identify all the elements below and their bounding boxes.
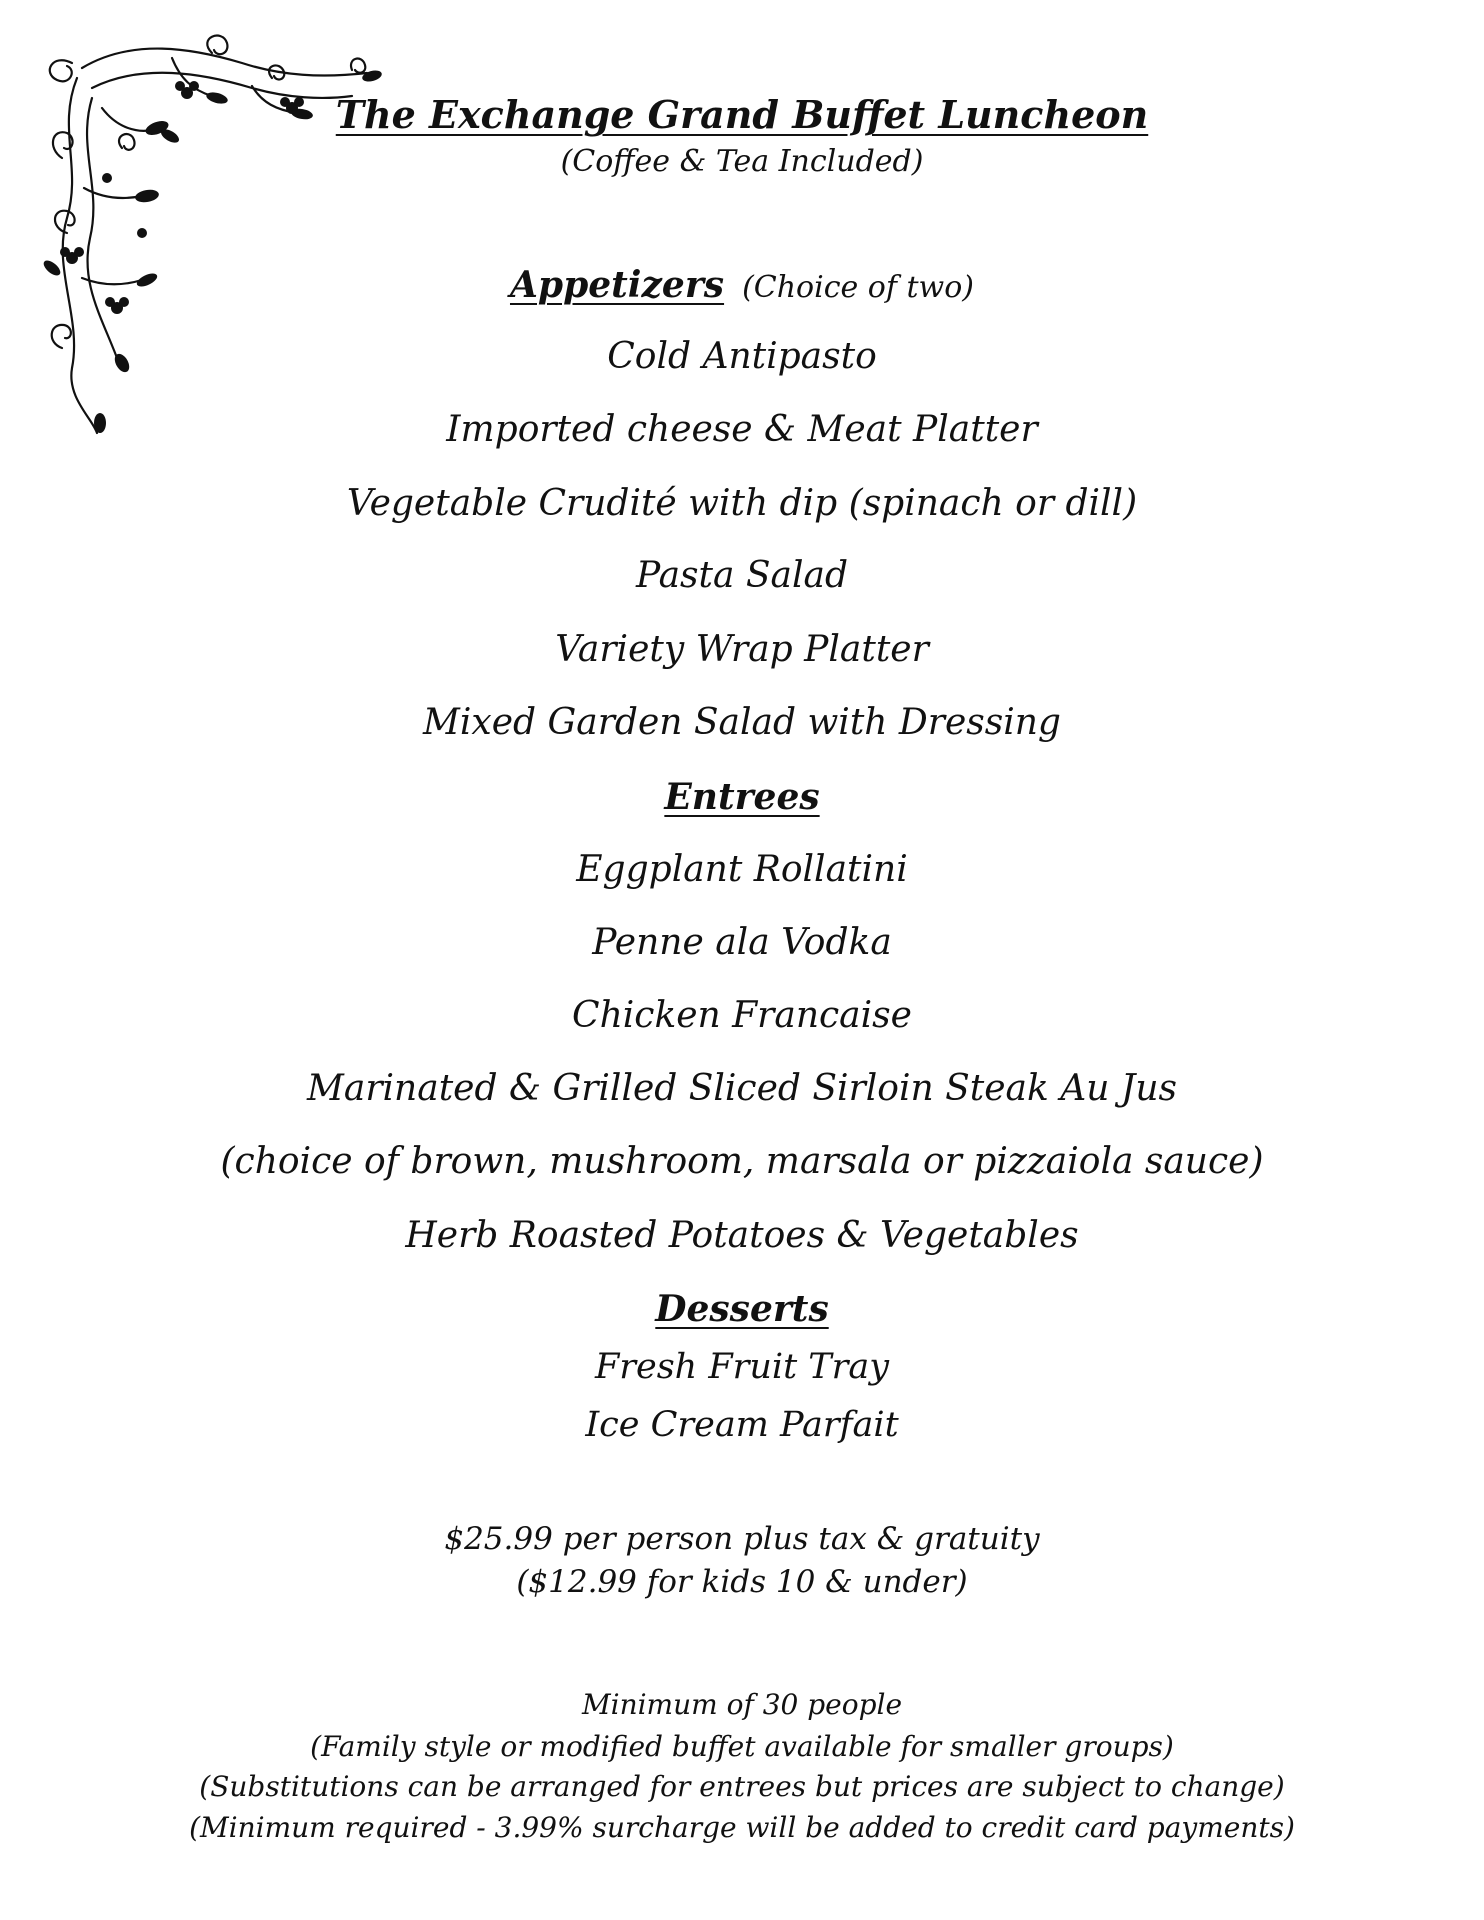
entree-item: Eggplant Rollatini (576, 849, 908, 890)
appetizer-item: Imported cheese & Meat Platter (446, 409, 1038, 450)
appetizer-item: Mixed Garden Salad with Dressing (423, 702, 1061, 743)
entree-item: Chicken Francaise (572, 995, 912, 1036)
dessert-item: Ice Cream Parfait (585, 1405, 899, 1445)
menu-subtitle: (Coffee & Tea Included) (560, 144, 924, 179)
appetizer-item: Cold Antipasto (607, 336, 877, 377)
desserts-heading: Desserts (655, 1288, 829, 1330)
appetizer-item: Pasta Salad (635, 555, 849, 596)
dessert-item: Fresh Fruit Tray (594, 1347, 889, 1387)
appetizers-heading: Appetizers (509, 264, 725, 306)
entree-item: Herb Roasted Potatoes & Vegetables (405, 1215, 1079, 1256)
floral-corner-flourish-icon (22, 18, 392, 438)
desserts-heading-row (0, 1288, 1484, 1330)
entrees-heading-row (0, 776, 1484, 818)
entree-item: Penne ala Vodka (592, 922, 892, 963)
appetizer-item: Variety Wrap Platter (555, 629, 929, 670)
entree-item: Marinated & Grilled Sliced Sirloin Steak Au Jus (307, 1068, 1177, 1109)
menu-title: The Exchange Grand Buffet Luncheon (335, 92, 1149, 137)
substitutions-note: (Substitutions can be arranged for entrees but prices are subject to change) (199, 1770, 1285, 1803)
family-style-note: (Family style or modified buffet available for smaller groups) (310, 1730, 1174, 1763)
adult-price: $25.99 per person plus tax & gratuity (444, 1521, 1040, 1557)
minimum-note: Minimum of 30 people (581, 1688, 903, 1721)
entrees-heading: Entrees (664, 776, 820, 818)
appetizers-heading-row (0, 264, 1484, 306)
appetizers-note: (Choice of two) (742, 270, 974, 305)
surcharge-note: (Minimum required - 3.99% surcharge will be added to credit card payments) (189, 1811, 1295, 1844)
entree-item: (choice of brown, mushroom, marsala or pizzaiola sauce) (220, 1141, 1264, 1182)
kids-price: ($12.99 for kids 10 & under) (516, 1564, 968, 1600)
appetizer-item: Vegetable Crudité with dip (spinach or dill) (346, 483, 1138, 524)
